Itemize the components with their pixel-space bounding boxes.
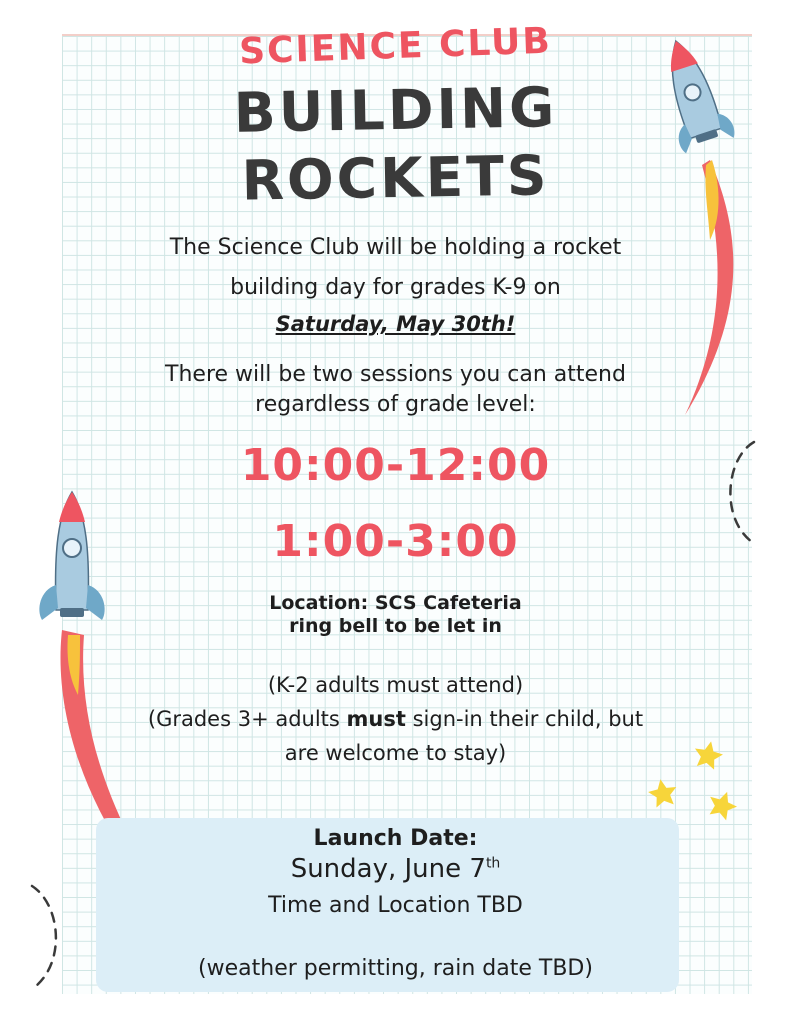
adults-line-1: (K-2 adults must attend) xyxy=(267,673,524,697)
adults-line-3: are welcome to stay) xyxy=(284,741,507,765)
title-line-1: BUILDING xyxy=(233,75,558,145)
club-heading: SCIENCE CLUB xyxy=(238,20,553,73)
adults-line-2-bold: must xyxy=(346,707,406,731)
launch-date-text: Sunday, June 7 xyxy=(290,854,486,884)
star-icon-3 xyxy=(704,788,740,824)
event-date: Saturday, May 30th! xyxy=(275,312,516,336)
sessions-line-1: There will be two sessions you can attend xyxy=(165,362,626,387)
adults-line-2-post: sign-in their child, but xyxy=(405,707,644,731)
location-line-2: ring bell to be let in xyxy=(289,615,502,637)
launch-date-suffix: th xyxy=(485,855,501,872)
launch-weather-note: (weather permitting, rain date TBD) xyxy=(198,956,593,981)
sessions-text xyxy=(0,360,791,420)
star-icon-2 xyxy=(645,776,681,812)
launch-title: Launch Date: xyxy=(313,826,478,851)
intro-line-2: building day for grades K-9 on xyxy=(230,275,561,300)
sessions-line-2: regardless of grade level: xyxy=(255,392,536,417)
intro-text xyxy=(0,228,791,308)
location-info xyxy=(0,592,791,638)
adults-line-2 xyxy=(0,702,791,736)
adults-line-2-pre: (Grades 3+ adults xyxy=(147,707,347,731)
session-time-2: 1:00-3:00 xyxy=(272,516,519,567)
launch-date xyxy=(0,854,791,884)
adult-requirements xyxy=(0,668,791,770)
intro-line-1: The Science Club will be holding a rocket xyxy=(169,235,622,260)
title-line-2: ROCKETS xyxy=(241,143,550,213)
launch-time-location: Time and Location TBD xyxy=(268,893,523,918)
session-time-1: 10:00-12:00 xyxy=(240,440,551,491)
location-line-1: Location: SCS Cafeteria xyxy=(269,592,522,614)
